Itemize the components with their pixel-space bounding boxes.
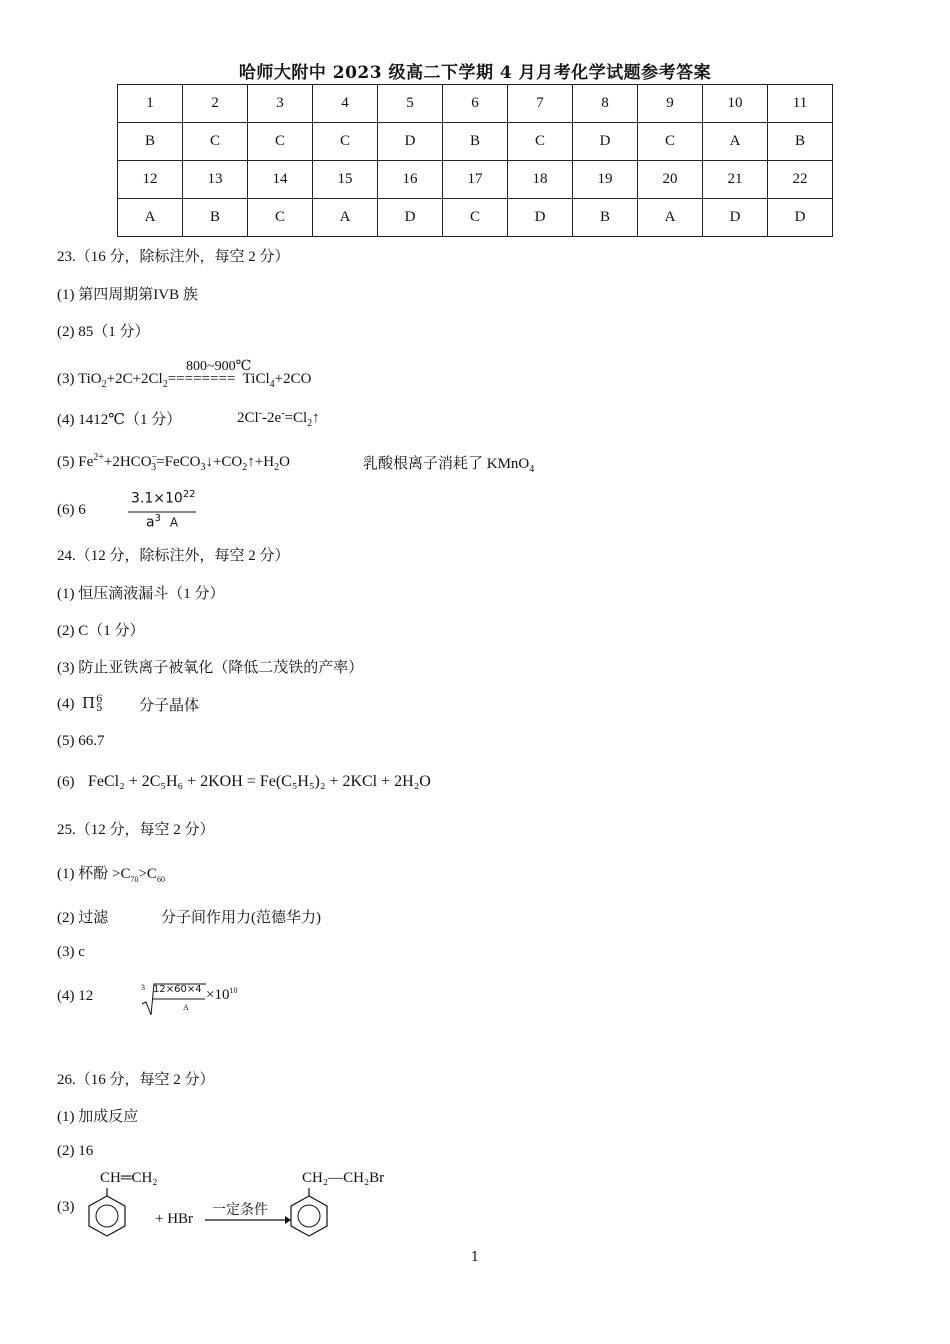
table-cell: 6 [443, 85, 508, 123]
page-title: 哈师大附中 2023 级高二下学期 4 月月考化学试题参考答案 [238, 63, 712, 83]
q25-answer-2-force: 分子间作用力(范德华力) [161, 910, 321, 926]
table-cell: C [248, 123, 313, 161]
table-cell: B [443, 123, 508, 161]
table-cell: 12 [118, 161, 183, 199]
table-cell: 4 [313, 85, 378, 123]
q26-header: 26.（16 分，每空 2 分） [57, 1072, 215, 1088]
reaction-arrow-icon [205, 1215, 291, 1225]
table-cell: B [768, 123, 833, 161]
table-cell: D [378, 123, 443, 161]
q23-answer-5-reason: 乳酸根离子消耗了 KMnO$_4$ [363, 456, 535, 475]
table-cell: 7 [508, 85, 573, 123]
q24-answer-1: (1) 恒压滴液漏斗（1 分） [57, 586, 225, 602]
table-cell: 14 [248, 161, 313, 199]
q25-header: 25.（12 分，每空 2 分） [57, 822, 215, 838]
table-cell: D [703, 199, 768, 237]
table-cell: B [118, 123, 183, 161]
table-cell: A [313, 199, 378, 237]
table-row [118, 123, 833, 161]
radical-denominator: A [183, 1003, 189, 1012]
pi-bond-symbol: Π6 5 [82, 694, 103, 714]
cube-root-index: 3 [141, 983, 145, 992]
q26-answer-1: (1) 加成反应 [57, 1109, 139, 1125]
table-cell: 22 [768, 161, 833, 199]
q23-answer-4-electrode: $2Cl^--2e^-=Cl_2↑$ [237, 408, 320, 429]
table-cell: 9 [638, 85, 703, 123]
q24-answer-4-crystal: 分子晶体 [139, 698, 200, 714]
table-cell: A [118, 199, 183, 237]
table-cell: 17 [443, 161, 508, 199]
q24-header: 24.（12 分，除标注外，每空 2 分） [57, 548, 290, 564]
q25-answer-3: (3) c [57, 944, 85, 960]
table-cell: 1 [118, 85, 183, 123]
q24-answer-6-equation: FeCl₂ + 2C₅H₆ + 2KOH = Fe(C₅H₅)₂ + 2KCl + 2H₂O [88, 773, 431, 790]
table-cell: 15 [313, 161, 378, 199]
answer-table [117, 84, 833, 237]
q24-answer-3: (3) 防止亚铁离子被氧化（降低二茂铁的产率） [57, 660, 364, 676]
table-cell: A [703, 123, 768, 161]
radical-fraction-bar [152, 998, 206, 1000]
q23-answer-6-denominator: $a^3$ A [146, 513, 179, 531]
q25-answer-4-label: (4) 12 [57, 988, 94, 1004]
table-cell: B [573, 199, 638, 237]
table-cell: 21 [703, 161, 768, 199]
table-cell: C [443, 199, 508, 237]
table-cell: 19 [573, 161, 638, 199]
reaction-condition: 一定条件 [212, 1203, 268, 1218]
table-cell: C [183, 123, 248, 161]
table-cell: C [248, 199, 313, 237]
benzene-ring-product [288, 1188, 332, 1240]
table-cell: 13 [183, 161, 248, 199]
q23-answer-6-label: (6) 6 [57, 502, 86, 518]
radical-numerator: 12×60×4 [153, 984, 202, 995]
table-cell: 16 [378, 161, 443, 199]
table-cell: C [508, 123, 573, 161]
table-cell: D [508, 199, 573, 237]
q23-answer-2: (2) 85（1 分） [57, 324, 150, 340]
table-cell: C [638, 123, 703, 161]
q24-answer-4: (4) Π6 5 [57, 694, 103, 714]
q25-answer-4-tail: $\times 10^{10}$ [206, 986, 238, 1003]
table-cell: D [378, 199, 443, 237]
table-cell: D [768, 199, 833, 237]
reagent-hbr: + HBr [155, 1211, 194, 1227]
q23-answer-3: (3) $TiO_2+2C+2Cl_2========$ TiCl$_4$+2CO [57, 371, 312, 390]
table-cell: 18 [508, 161, 573, 199]
q26-answer-2: (2) 16 [57, 1143, 94, 1159]
table-cell: 10 [703, 85, 768, 123]
table-cell: D [573, 123, 638, 161]
q23-reaction-condition: 800~900℃ [186, 359, 252, 374]
table-row [118, 161, 833, 199]
reactant-substituent: CH═CH₂ [100, 1170, 158, 1186]
q24-answer-5: (5) 66.7 [57, 733, 105, 749]
table-cell: 20 [638, 161, 703, 199]
page-number: 1 [470, 1250, 480, 1265]
q26-answer-3-label: (3) [57, 1199, 75, 1215]
table-row [118, 199, 833, 237]
q25-answer-2: (2) 过滤 [57, 910, 109, 926]
q24-answer-6-label: (6) [57, 774, 75, 790]
q23-answer-5: (5) $Fe^{2+}+2HCO^-_3=FeCO_3↓+CO_2↑+H_2O$ [57, 452, 290, 473]
q24-answer-2: (2) C（1 分） [57, 623, 145, 639]
q23-answer-4: (4) 1412℃（1 分） [57, 412, 182, 428]
table-cell: B [183, 199, 248, 237]
table-cell: 3 [248, 85, 313, 123]
table-cell: C [313, 123, 378, 161]
q25-answer-1: (1) 杯酚 $>C_{70}>C_{60}$ [57, 866, 165, 884]
table-cell: A [638, 199, 703, 237]
table-row [118, 85, 833, 123]
benzene-ring-reactant [86, 1188, 130, 1240]
product-substituent: CH₂—CH₂Br [302, 1170, 385, 1186]
table-cell: 11 [768, 85, 833, 123]
table-cell: 2 [183, 85, 248, 123]
table-cell: 5 [378, 85, 443, 123]
q23-header: 23.（16 分，除标注外，每空 2 分） [57, 249, 290, 265]
q23-answer-1: (1) 第四周期第IVB 族 [57, 287, 198, 303]
q23-answer-6-numerator: $3.1\times 10^{22}$ [131, 489, 196, 507]
table-cell: 8 [573, 85, 638, 123]
